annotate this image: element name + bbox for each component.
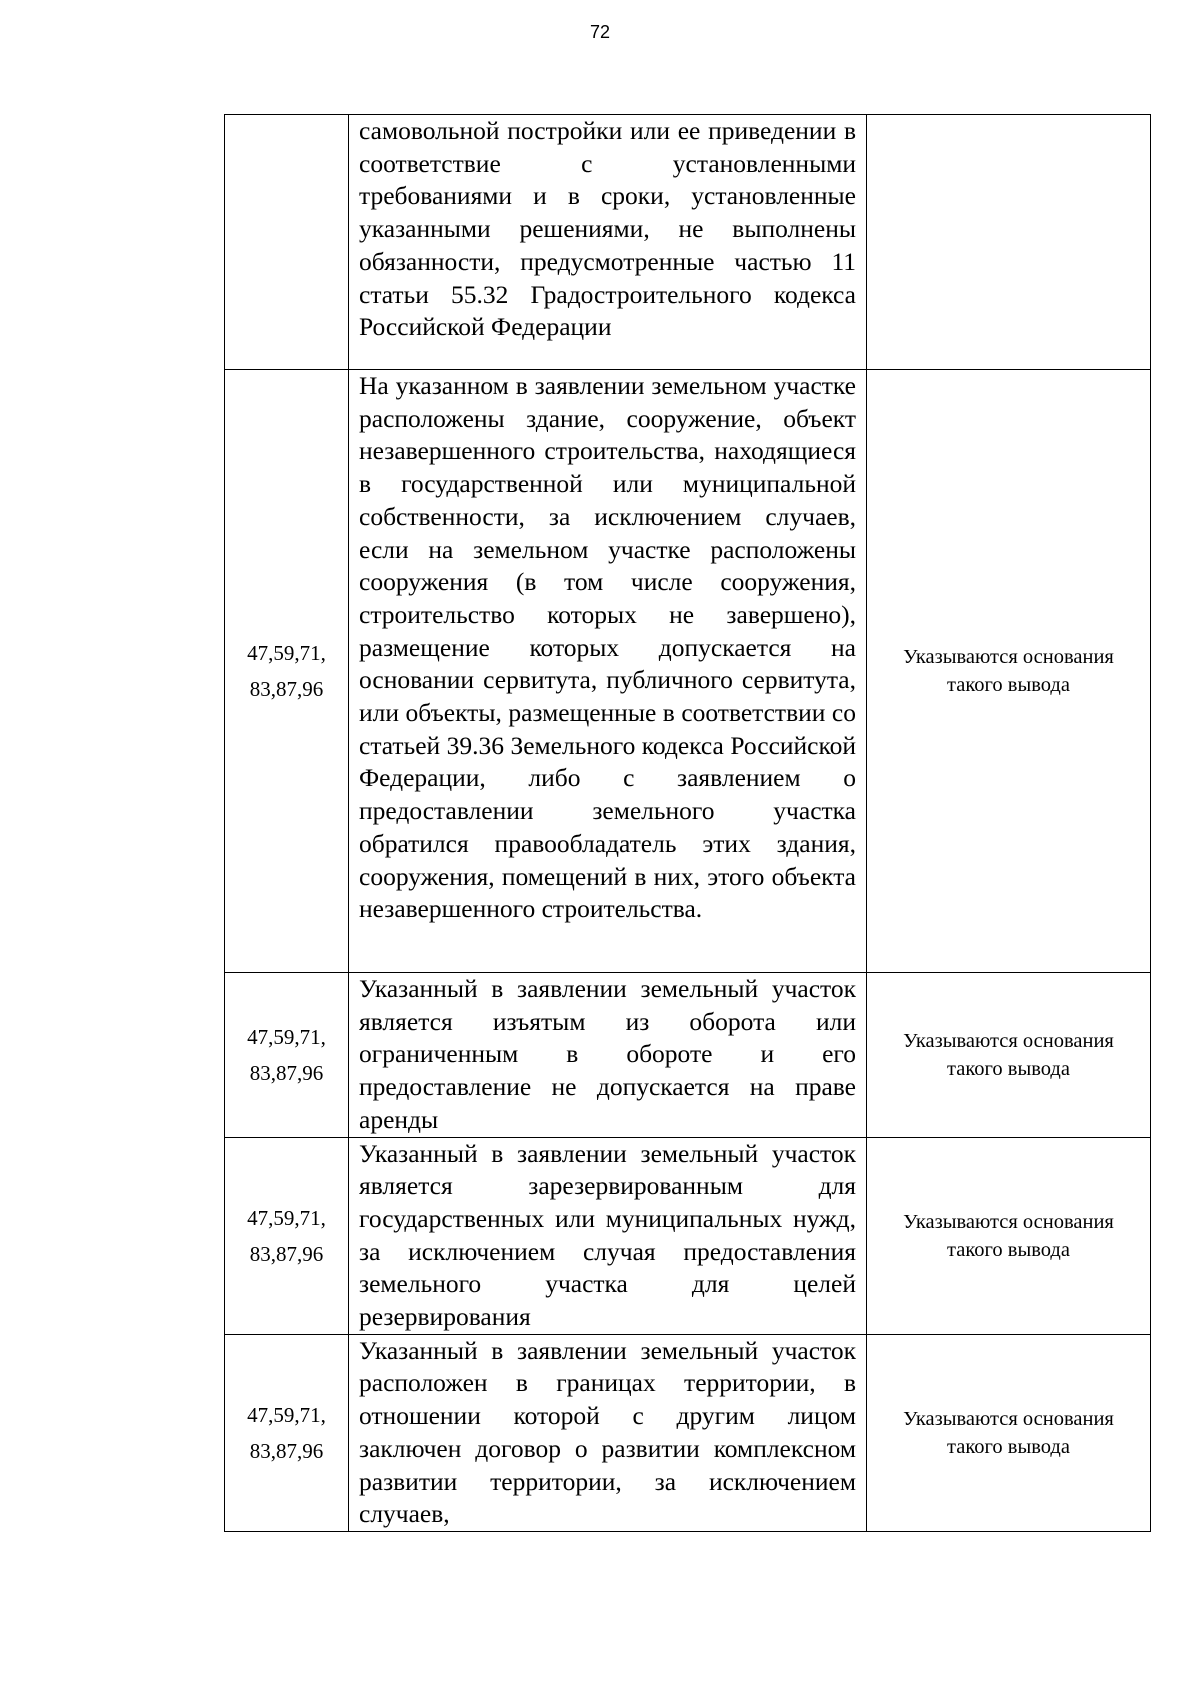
refs-cell [225,370,349,973]
refs-line: 47,59,71, [247,1024,326,1049]
note-line: Указываются основания [903,1029,1114,1052]
reason-cell: На указанном в заявлении земельном участке расположены здание, сооружение, объект незавершенного строительства, находящиеся в государственной или муниципальной собственности, за исключением случаев, если на земельном участке расположены сооружения (в том числе сооружения, строительство которых не завершено), размещение которых допускается на основании сервитута, публичного сервитута, или объекты, размещенные в соответствии со статьей 39.36 Земельного кодекса Российской Федерации, либо с заявлением о предоставлении земельного участка обратился правообладатель этих здания, сооружения, помещений в них, этого объекта незавершенного строительства. [349,370,867,973]
refs-line: 83,87,96 [249,1060,324,1085]
table-row [225,370,1151,973]
table-row [225,1334,1151,1531]
refs-line: 83,87,96 [249,1438,324,1463]
note-cell [867,1137,1151,1334]
note-cell [867,973,1151,1138]
note-line: такого вывода [947,674,1070,696]
page-number: 72 [589,22,611,42]
note-cell [867,115,1151,370]
note-line: Указываются основания [903,646,1114,668]
note-cell [867,370,1151,973]
note-line: такого вывода [947,1057,1070,1080]
note-line: такого вывода [947,1238,1070,1261]
table-row [225,115,1151,370]
refs-line: 83,87,96 [249,677,324,701]
note-cell [867,1334,1151,1531]
reason-cell: Указанный в заявлении земельный участок является зарезервированным для государственных или муниципальных нужд, за исключением случая предоставления земельного участка для целей резервирования [349,1137,867,1334]
refs-cell [225,1137,349,1334]
reason-cell: самовольной постройки или ее приведении в соответствие с установленными требованиями и в сроки, установленные указанными решениями, не выполнены обязанности, предусмотренные частью 11 статьи 55.32 Градостроительного кодекса Российской Федерации [349,115,867,370]
refs-cell [225,115,349,370]
table-row [225,1137,1151,1334]
refs-line: 47,59,71, [247,1402,326,1427]
refs-line: 47,59,71, [247,1205,326,1230]
table-row [225,973,1151,1138]
note-line: Указываются основания [903,1210,1114,1233]
reason-cell: Указанный в заявлении земельный участок расположен в границах территории, в отношении которой с другим лицом заключен договор о развитии комплексном развитии территории, за исключением случаев, [349,1334,867,1531]
refs-cell [225,973,349,1138]
note-line: такого вывода [947,1435,1070,1458]
refs-line: 83,87,96 [249,1241,324,1266]
refs-line: 47,59,71, [247,641,326,665]
reason-cell: Указанный в заявлении земельный участок является изъятым из оборота или ограниченным в обороте и его предоставление не допускается на праве аренды [349,973,867,1138]
grounds-table [224,114,1151,1532]
refs-cell [225,1334,349,1531]
note-line: Указываются основания [903,1407,1114,1430]
